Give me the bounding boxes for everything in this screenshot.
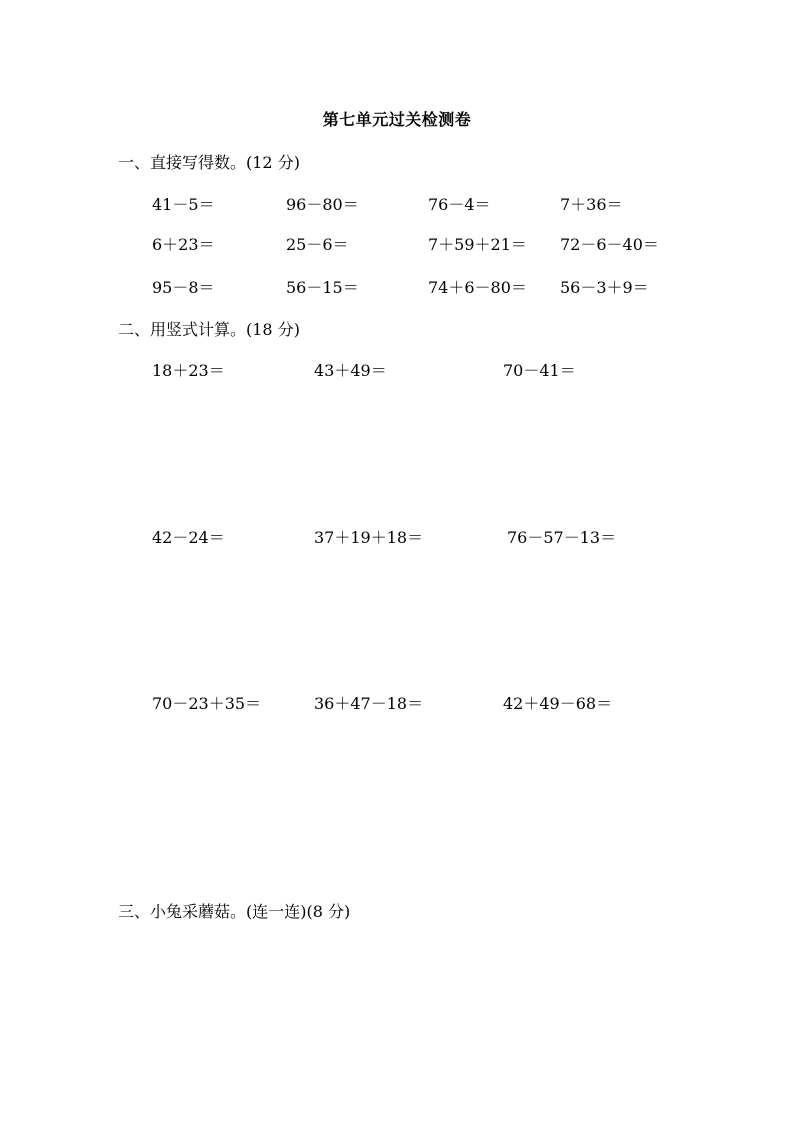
vertical-calc-item: 36＋47－18＝ [314, 694, 424, 713]
vertical-calc-item: 37＋19＋18＝ [314, 528, 424, 547]
section-3-heading: 三、小兔采蘑菇。(连一连)(8 分) [118, 902, 351, 921]
vertical-calc-item: 42－24＝ [152, 528, 225, 547]
mental-math-item: 25－6＝ [286, 235, 349, 254]
mental-math-item: 76－4＝ [428, 195, 491, 214]
mental-math-item: 56－3＋9＝ [560, 278, 649, 297]
mental-math-item: 95－8＝ [152, 278, 215, 297]
mental-math-item: 56－15＝ [286, 278, 359, 297]
mental-math-item: 41－5＝ [152, 195, 215, 214]
section-2-heading: 二、用竖式计算。(18 分) [118, 320, 300, 339]
vertical-calc-item: 18＋23＝ [152, 361, 225, 380]
mental-math-item: 96－80＝ [286, 195, 359, 214]
mental-math-item: 74＋6－80＝ [428, 278, 527, 297]
page-title: 第七单元过关检测卷 [322, 110, 472, 129]
vertical-calc-item: 70－23＋35＝ [152, 694, 262, 713]
mental-math-item: 7＋59＋21＝ [428, 235, 527, 254]
vertical-calc-item: 42＋49－68＝ [503, 694, 613, 713]
vertical-calc-item: 76－57－13＝ [507, 528, 617, 547]
mental-math-item: 6＋23＝ [152, 235, 215, 254]
section-1-heading: 一、直接写得数。(12 分) [118, 153, 300, 172]
vertical-calc-item: 70－41＝ [503, 361, 576, 380]
mental-math-item: 72－6－40＝ [560, 235, 659, 254]
vertical-calc-item: 43＋49＝ [314, 361, 387, 380]
mental-math-item: 7＋36＝ [560, 195, 623, 214]
